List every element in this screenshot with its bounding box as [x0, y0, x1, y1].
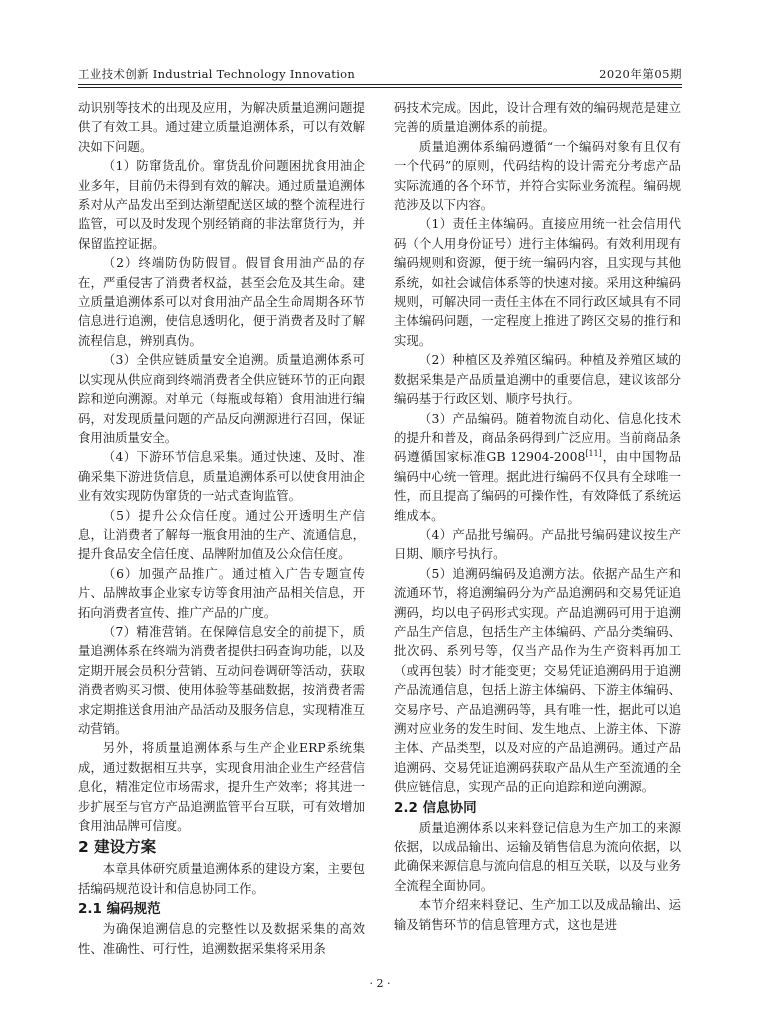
paragraph: （6）加强产品推广。通过植入广告专题宣传片、品牌故事企业家专访等食用油产品相关信息，开拓向消费者宣传、推广产品的广度。: [78, 565, 365, 620]
paragraph: [394, 409, 681, 525]
paragraph: 为确保追溯信息的完整性以及数据采集的高效性、准确性、可行性，追溯数据采集将采用条: [78, 921, 365, 956]
header-rule-thin: [78, 87, 682, 88]
paragraph: （2）终端防伪防假冒。假冒食用油产品的存在，严重侵害了消费者权益，甚至会危及其生命。建立质量追溯体系可以对食用油产品全生命周期各环节信息进行追溯，使信息透明化，便于消费者及时了解流程信息，辨别真伪。: [78, 255, 365, 348]
paragraph: 码技术完成。因此，设计合理有效的编码规范是建立完善的质量追溯体系的前提。: [394, 100, 681, 135]
section-heading: 2 建设方案: [78, 838, 157, 857]
subsection-heading: 2.1 编码规范: [78, 901, 161, 918]
paragraph: （3）全供应链质量安全追溯。质量追溯体系可以实现从供应商到终端消费者全供应链环节的正向跟踪和逆向溯源。对单元（每瓶或每箱）食用油进行编码，对发现质量问题的产品反向溯源进行召回，保证食用油质量安全。: [78, 352, 365, 445]
paragraph: 本节介绍来料登记、生产加工以及成品输出、运输及销售环节的信息管理方式，这也是进: [394, 897, 681, 932]
left-column: [78, 98, 365, 968]
right-column: [394, 98, 681, 968]
paragraph: （5）提升公众信任度。通过公开透明生产信息，让消费者了解每一瓶食用油的生产、流通信息，提升食品安全信任度、品牌附加值及公众信任度。: [78, 507, 365, 562]
paragraph: （1）防窜货乱价。窜货乱价问题困扰食用油企业多年，目前仍未得到有效的解决。通过质量追溯体系对从产品发出至到达渐望配送区域的整个流程进行监管，可以及时发现个别经销商的非法窜货行为，并保留监控证据。: [78, 158, 365, 251]
header-rule-thick: [78, 84, 682, 85]
paragraph-text: ，由中国物品编码中心统一管理。据此进行编码不仅具有全球唯一性，而且提高了编码的可操作性，有效降低了系统运维成本。: [394, 449, 681, 523]
page-number: · 2 ·: [369, 977, 391, 990]
journal-title: 工业技术创新 Industrial Technology Innovation: [78, 67, 356, 81]
subsection-heading: 2.2 信息协同: [394, 799, 477, 816]
paragraph: （1）责任主体编码。直接应用统一社会信用代码（个人用身份证号）进行主体编码。有效利用现有编码规则和资源，便于统一编码内容，且实现与其他系统，如社会诚信体系等的快速对接。采用这种编码规则，可解决同一责任主体在不同行政区域具有不同主体编码问题，一定程度上推进了跨区交易的推行和实现。: [394, 216, 681, 348]
paragraph: 动识别等技术的出现及应用，为解决质量追溯问题提供了有效工具。通过建立质量追溯体系，可以有效解决如下问题。: [78, 100, 365, 154]
paragraph: 本章具体研究质量追溯体系的建设方案，主要包括编码规范设计和信息协同工作。: [78, 861, 365, 896]
paragraph: （4）下游环节信息采集。通过快速、及时、准确采集下游进货信息，质量追溯体系可以使食用油企业有效实现防伪窜货的一站式查询监管。: [78, 449, 365, 504]
paragraph: 质量追溯体系以来料登记信息为生产加工的来源依据，以成品输出、运输及销售信息为流向依据，以此确保来源信息与流向信息的相互关联，以及与业务全流程全面协同。: [394, 819, 681, 893]
paragraph: （2）种植区及养殖区编码。种植及养殖区域的数据采集是产品质量追溯中的重要信息，建议该部分编码基于行政区划、顺序号执行。: [394, 352, 681, 407]
running-header: [78, 66, 682, 84]
paragraph: 质量追溯体系编码遵循“一个编码对象有且仅有一个代码”的原则，代码结构的设计需充分考虑产品实际流通的各个环节，并符合实际业务流程。编码规范涉及以下内容。: [394, 138, 681, 213]
paragraph-text: （3）产品编码。随着物流自动化、信息化技术的提升和普及，商品条码得到广泛应用。当前商品条码遵循国家标准GB 12904-2008: [394, 410, 681, 465]
paragraph: 另外，将质量追溯体系与生产企业ERP系统集成，通过数据相互共享，实现食用油企业生产经营信息化，精准定位市场需求，提升生产效率；将其进一步扩展至与官方产品追溯监管平台互联，可有效增加食用油品牌可信度。: [78, 740, 365, 834]
paragraph: （4）产品批号编码。产品批号编码建议按生产日期、顺序号执行。: [394, 526, 681, 562]
paragraph: （7）精准营销。在保障信息安全的前提下，质量追溯体系在终端为消费者提供扫码查询功能，以及定期开展会员积分营销、互动问卷调研等活动，获取消费者购买习惯、使用体验等基础数据，按消费者需求定期推送食用油产品活动及服务信息，实现精准互动营销。: [78, 623, 365, 736]
citation-ref: [11]: [585, 449, 602, 459]
issue-label: 2020年第05期: [599, 67, 682, 81]
paragraph: （5）追溯码编码及追溯方法。依据产品生产和流通环节，将追溯编码分为产品追溯码和交易凭证追溯码，均以电子码形式实现。产品追溯码可用于追溯产品生产信息，包括生产主体编码、产品分类编码、批次码、系列号等，仅当产品作为生产资料再加工（或再包装）时才能变更；交易凭证追溯码用于追溯产品流通信息，包括上游主体编码、下游主体编码、交易序号、产品追溯码等，具有唯一性，据此可以追溯对应业务的发生时间、发生地点、上游主体、下游主体、产品类型，以及对应的产品追溯码。通过产品追溯码、交易凭证追溯码获取产品从生产至流通的全供应链信息，实现产品的正向追踪和逆向溯源。: [394, 565, 681, 795]
